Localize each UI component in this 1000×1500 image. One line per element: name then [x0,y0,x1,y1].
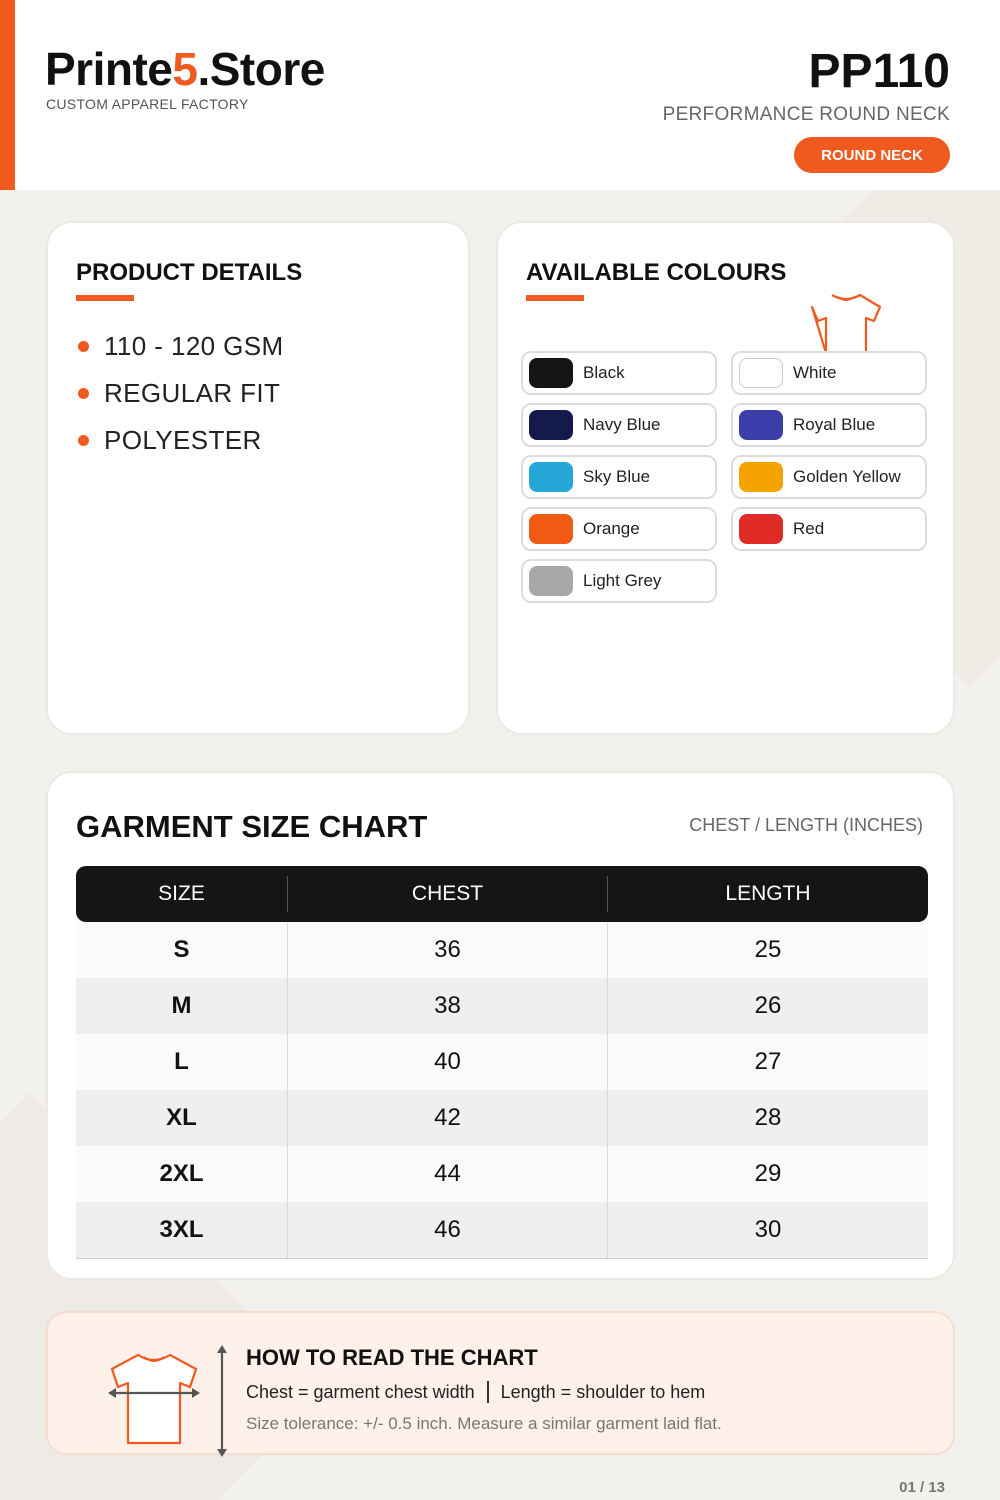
size-chart-unit: CHEST / LENGTH (INCHES) [689,815,923,835]
bullet-icon [78,435,89,446]
cell-length: 25 [607,922,928,978]
detail-list [78,331,284,472]
colour-swatch [739,410,783,440]
detail-text: REGULAR FIT [104,378,281,408]
colour-pill-navy-blue [521,403,717,447]
colour-swatch [529,566,573,596]
size-table [76,866,928,1259]
bullet-icon [78,388,89,399]
table-row [76,922,928,978]
colour-name: Navy Blue [583,415,661,434]
cell-chest: 40 [287,1034,607,1090]
bullet-icon [78,341,89,352]
cell-size: 2XL [159,1160,204,1187]
colour-name: Black [583,363,625,382]
product-details-title: PRODUCT DETAILS [76,259,303,286]
cell-chest: 38 [287,978,607,1034]
colour-pill-royal-blue [731,403,927,447]
cell-chest: 46 [287,1202,607,1258]
colour-swatch [739,462,783,492]
colour-name: Red [793,519,825,538]
table-row [76,1090,928,1146]
table-row [76,1202,928,1258]
detail-text: 110 - 120 GSM [104,331,284,361]
cell-size: 3XL [159,1216,204,1243]
detail-item [78,425,284,472]
table-body [76,922,928,1259]
product-details-card [46,221,470,735]
chest-definition: Chest = garment chest width [246,1381,475,1402]
colours-title: AVAILABLE COLOURS [526,259,787,286]
cell-chest: 44 [287,1146,607,1202]
colour-name: White [793,363,837,382]
cell-size: M [171,992,192,1019]
brand-prefix: Printe [45,43,173,95]
how-to-read-panel [46,1311,955,1455]
header-length: LENGTH [607,876,928,912]
title-underline [76,295,134,301]
brand-accent: 5 [172,43,198,95]
tolerance-note: Size tolerance: +/- 0.5 inch. Measure a similar garment laid flat. [246,1414,722,1433]
table-row [76,978,928,1034]
colour-swatch [529,358,573,388]
colour-pill-golden-yellow [731,455,927,499]
colour-name: Light Grey [583,571,662,590]
header [0,0,1000,190]
size-chart-title: GARMENT SIZE CHART [76,809,428,844]
how-to-definitions [246,1381,705,1403]
colour-swatch [529,410,573,440]
colour-name: Royal Blue [793,415,876,434]
brand-suffix: .Store [197,43,325,95]
detail-item [78,378,284,425]
cell-length: 28 [607,1090,928,1146]
colour-pill-orange [521,507,717,551]
cell-length: 27 [607,1034,928,1090]
colour-swatch [529,514,573,544]
cell-length: 29 [607,1146,928,1202]
table-row [76,1034,928,1090]
colour-swatch [739,514,783,544]
colour-pill-white [731,351,927,395]
detail-text: POLYESTER [104,425,262,455]
colour-swatch [739,358,783,388]
header-size: SIZE [158,882,205,905]
product-name: PERFORMANCE ROUND NECK [662,104,950,125]
colour-pill-black [521,351,717,395]
header-chest: CHEST [287,876,607,912]
detail-item [78,331,284,378]
page-number: 01 / 13 [899,1479,945,1496]
cell-length: 26 [607,978,928,1034]
colour-pill-light-grey [521,559,717,603]
table-header [76,866,928,922]
cell-chest: 42 [287,1090,607,1146]
colour-swatch [529,462,573,492]
product-code: PP110 [808,45,950,98]
colour-pill-red [731,507,927,551]
colour-name: Golden Yellow [793,467,901,486]
colour-name: Sky Blue [583,467,651,486]
cell-chest: 36 [287,922,607,978]
cell-size: L [174,1048,189,1075]
style-badge: ROUND NECK [794,137,950,173]
accent-bar [0,0,15,190]
colour-name: Orange [583,519,640,538]
how-to-title: HOW TO READ THE CHART [246,1345,538,1370]
cell-size: S [173,936,190,963]
table-row [76,1146,928,1202]
colour-pill-sky-blue [521,455,717,499]
cell-size: XL [166,1104,197,1131]
brand-tagline: CUSTOM APPAREL FACTORY [46,96,249,112]
divider [487,1381,489,1403]
length-definition: Length = shoulder to hem [500,1381,706,1402]
size-chart-card [46,771,955,1280]
colours-card [496,221,955,735]
tshirt-outline-icon [806,291,886,353]
cell-length: 30 [607,1202,928,1258]
title-underline [526,295,584,301]
tshirt-measure-icon [104,1343,234,1459]
brand-logo [45,42,325,96]
